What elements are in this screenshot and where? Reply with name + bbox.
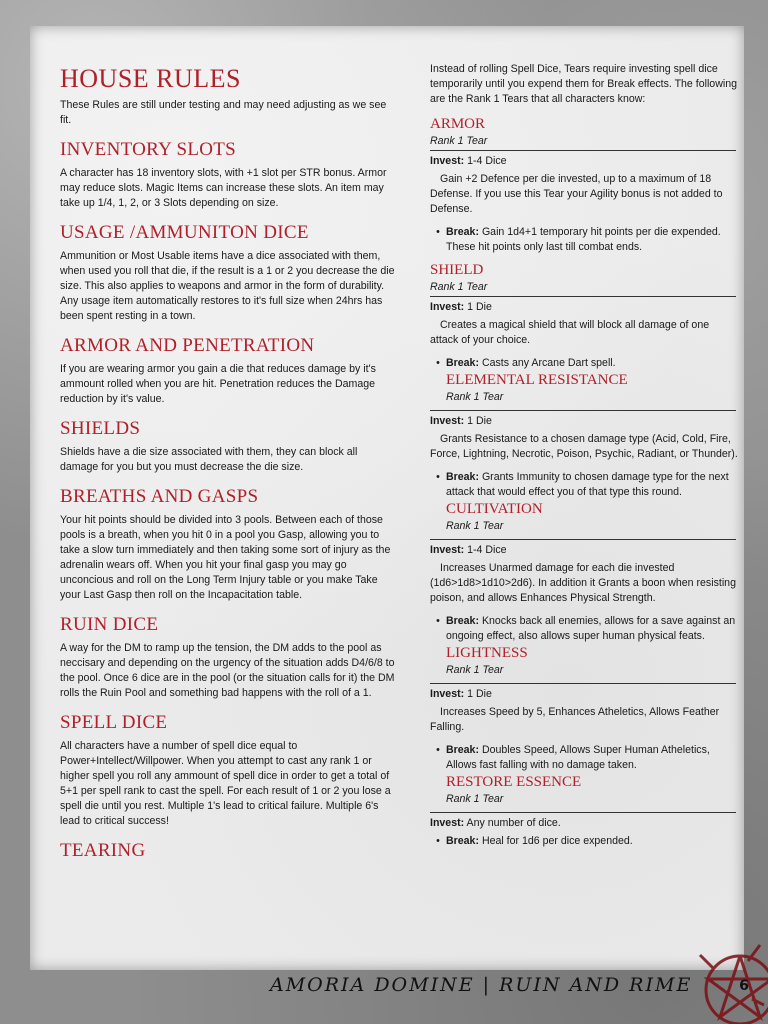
tear-name: LIGHTNESS [446,645,528,661]
tear-armor [430,115,740,255]
section-text: A way for the DM to ramp up the tension, the DM adds to the pool as neccisary and depending on the urgency of the situation adds D4/6/8 to the pool. Once 6 dice are in the pool (or the situation calls for it) the DM rolls the Ruin Pool and something bad happens with the roll of a 1. [60,642,395,699]
break-value: Casts any Arcane Dart spell. [481,357,616,369]
invest-value: 1-4 Dice [467,544,507,556]
break-value: Gain 1d4+1 temporary hit points per die expended. These hit points only last till combat ends. [446,226,721,253]
invest-label: Invest: [430,688,465,700]
tear-invest [430,812,736,830]
tear-name: CULTIVATION [446,501,543,517]
break-label: Break: [446,615,479,627]
tear-rank: Rank 1 Tear [446,391,504,403]
bullet-icon: • [436,744,440,756]
page-number: 6 [739,978,749,994]
tear-rank: Rank 1 Tear [446,664,504,676]
invest-label: Invest: [430,415,465,427]
tear-break [430,225,740,255]
left-column [60,26,398,867]
page-title: HOUSE RULES [60,64,242,93]
tear-shield [430,261,740,371]
pentacle-sigil-icon [690,935,768,1024]
section-text: If you are wearing armor you gain a die that reduces damage by it's ammount rolled when you are hit. Penetration reduces the Damage reduction by it's value. [60,363,376,405]
tear-name: ELEMENTAL RESISTANCE [446,372,628,388]
tear-description: Increases Speed by 5, Enhances Atheletics, Allows Feather Falling. [430,706,720,733]
section-heading: ARMOR AND PENETRATION [60,335,315,356]
tear-name: RESTORE ESSENCE [446,774,582,790]
bullet-icon: • [436,357,440,369]
break-label: Break: [446,835,479,847]
invest-label: Invest: [430,817,465,829]
section-heading: SHIELDS [60,418,141,439]
section-heading: USAGE /AMMUNITON DICE [60,222,309,243]
invest-value: 1 Die [467,415,492,427]
invest-value: Any number of dice. [466,817,561,829]
break-label: Break: [446,471,479,483]
tear-break [430,470,740,500]
tear-description: Creates a magical shield that will block all damage of one attack of your choice. [430,319,710,346]
break-value: Heal for 1d6 per dice expended. [481,835,633,847]
tears-intro: Instead of rolling Spell Dice, Tears require investing spell dice temporarily until you expend them for Break effects. The following are the Rank 1 Tears that all characters know: [430,63,737,105]
tear-rank: Rank 1 Tear [446,520,504,532]
right-column [430,26,740,849]
section-heading: BREATHS AND GASPS [60,486,259,507]
intro-text: These Rules are still under testing and may need adjusting as we see fit. [60,99,387,126]
tear-restore-essence [430,773,740,849]
tear-invest [430,539,736,557]
section-heading: SPELL DICE [60,712,168,733]
bullet-icon: • [436,471,440,483]
book-footer-title: AMORIA DOMINE | RUIN AND RIME [270,974,693,996]
section-text: Your hit points should be divided into 3 pools. Between each of those pools is a breath, when you hit 0 in a pool you Gasp, allowing you to take a slow turn immediately and then taking some sort of injury as the adrenalin wears off. When you hit your final gasp you may go unconcious and roll on the Long Term Injury table or you make Take your Last Gasp then roll on the Incapacitation table. [60,514,391,601]
break-value: Grants Immunity to chosen damage type for the next attack that would effect you of that type this round. [446,471,729,498]
tear-invest [430,296,736,314]
section-text: Shields have a die size associated with them, they can block all damage for you but you must decrease the die size. [60,446,358,473]
invest-label: Invest: [430,544,465,556]
section-heading: TEARING [60,840,146,861]
invest-value: 1 Die [467,301,492,313]
bullet-icon: • [436,615,440,627]
parchment-panel [30,26,744,970]
tear-rank: Rank 1 Tear [430,135,488,147]
tear-break [430,743,740,773]
tear-invest [430,150,736,168]
tear-cultivation [430,500,740,644]
bullet-icon: • [436,835,440,847]
section-heading: RUIN DICE [60,614,159,635]
tear-break [430,834,740,849]
section-heading: INVENTORY SLOTS [60,139,237,160]
tear-invest [430,410,736,428]
tear-break [430,356,740,371]
break-label: Break: [446,744,479,756]
tear-name: SHIELD [430,262,484,278]
tear-rank: Rank 1 Tear [430,281,488,293]
invest-value: 1 Die [467,688,492,700]
tear-break [430,614,740,644]
invest-label: Invest: [430,155,465,167]
tear-description: Increases Unarmed damage for each die invested (1d6>1d8>1d10>2d6). In addition it Grants a boon when resisting poison, and allows Enhances Physical Strength. [430,562,736,604]
section-text: Ammunition or Most Usable items have a dice associated with them, when used you roll that die, if the result is a 1 or 2 you decrease the die size. This also applies to weapons and armor in the form of durability. Any usage item automatically restores to it's full size when 24hrs has been spent resting in a town. [60,250,395,322]
tear-rank: Rank 1 Tear [446,793,504,805]
tear-lightness [430,644,740,773]
tear-description: Gain +2 Defence per die invested, up to a maximum of 18 Defense. If you use this Tear your Agility bonus is not added to Defense. [430,173,723,215]
tear-invest [430,683,736,701]
break-label: Break: [446,357,479,369]
section-text: All characters have a number of spell dice equal to Power+Intellect/Willpower. When you attempt to cast any rank 1 or higher spell you roll any ammount of spell dice in order to get a total of 5+1 per spell rank to cast the spell. For each result of 1 or 2 you lose a spell die until you rest. Multiple 1's lead to critical failure. Multiple 6's lead to critical success! [60,740,391,827]
tear-name: ARMOR [430,116,486,132]
invest-value: 1-4 Dice [467,155,507,167]
break-label: Break: [446,226,479,238]
break-value: Knocks back all enemies, allows for a save against an ongoing effect, also allows super human physical feats. [446,615,736,642]
invest-label: Invest: [430,301,465,313]
tear-elemental-resistance [430,371,740,500]
tear-description: Grants Resistance to a chosen damage type (Acid, Cold, Fire, Force, Lightning, Necrotic, Poison, Psychic, Radiant, or Thunder). [430,433,738,460]
bullet-icon: • [436,226,440,238]
break-value: Doubles Speed, Allows Super Human Atheletics, Allows fast falling with no damage taken. [446,744,710,771]
section-text: A character has 18 inventory slots, with +1 slot per STR bonus. Armor may reduce slots. Magic Items can increase these slots. An item may take up 1/4, 1, 2, or 3 Slots depending on size. [60,167,387,209]
